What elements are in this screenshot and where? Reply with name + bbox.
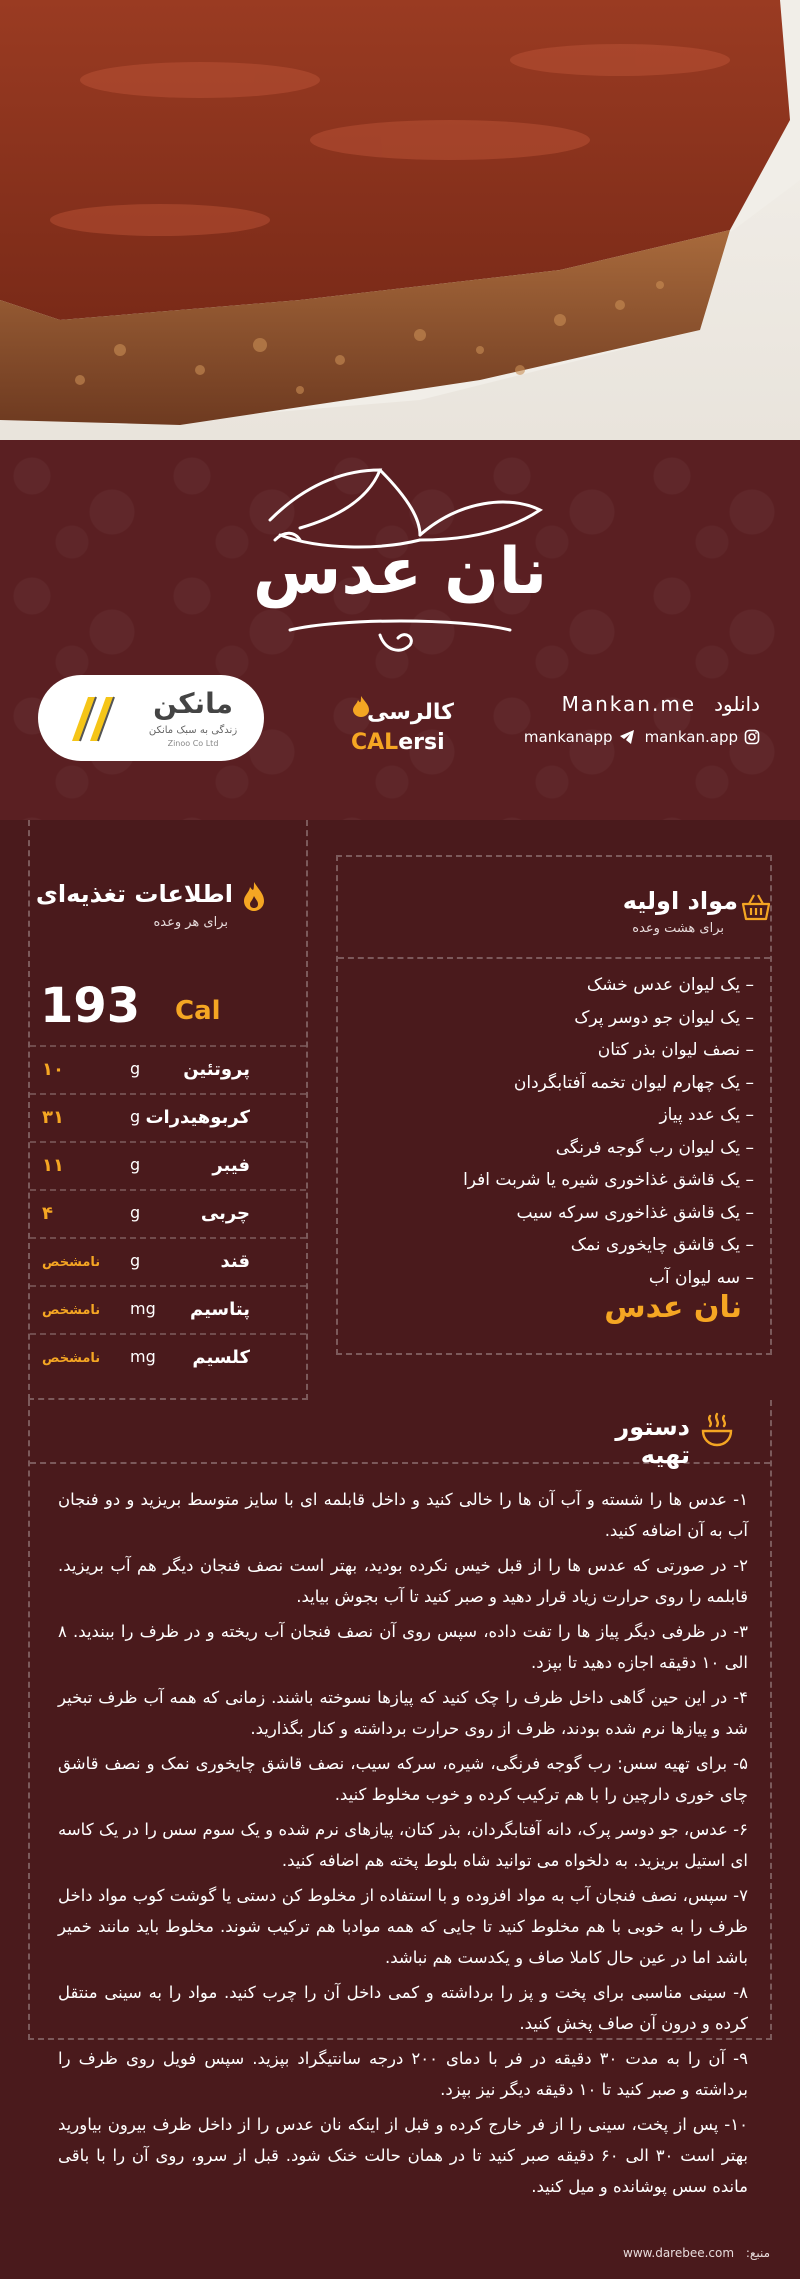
social-links — [524, 728, 760, 746]
list-item: – یک چهارم لیوان تخمه آفتابگردان — [338, 1073, 754, 1106]
nutrient-value: ۱۰ — [42, 1059, 64, 1080]
nutrient-label: کربوهیدرات — [145, 1107, 250, 1128]
table-row — [30, 1093, 306, 1141]
calersi-persian: کالرسی — [367, 700, 454, 725]
nutrient-label: قند — [220, 1251, 250, 1272]
mankan-brand-card[interactable] — [38, 675, 264, 761]
nutrient-unit: mg — [130, 1299, 156, 1318]
nutrient-value: ۳۱ — [42, 1107, 64, 1128]
nutrient-label: فیبر — [212, 1155, 250, 1176]
step-text: ۲- در صورتی که عدس ها را از قبل خیس نکرده بودید، بهتر است نصف فنجان دیگر هم آب بریزید. قابلمه را روی حرارت زیاد قرار دهید و صبر کنید تا آب بجوش بیاید. — [58, 1556, 748, 1606]
step-text: ۶- عدس، جو دوسر پرک، دانه آفتابگردان، بذر کتان، پیازهای نرم شده و یک سوم سس را در یک کاسه ای استیل بریزید. به دلخواه می توانید شاه بلوط پخته هم اضافه کنید. — [58, 1820, 748, 1870]
instagram-handle: mankan.app — [644, 728, 738, 746]
page-title: نان عدس — [253, 535, 547, 609]
nutrient-unit: mg — [130, 1347, 156, 1366]
nutrient-unit: g — [130, 1203, 141, 1222]
nutrient-label: چربی — [200, 1203, 250, 1224]
nutrient-value: نامشخص — [42, 1303, 101, 1318]
step-text: ۷- سپس، نصف فنجان آب به مواد افزوده و با استفاده از مخلوط کن دستی یا گوشت کوب مواد داخل ظرف را به خوبی با هم مخلوط کنید تا جایی که همه موادبا هم ترکیب شوند. مخلوط باید مانند خمیر باشد اما در عین حال کاملا صاف و یکدست هم نباشد. — [58, 1886, 748, 1967]
step-text: ۹- آن را به مدت ۳۰ دقیقه در فر با دمای ۲۰۰ درجه سانتیگراد بپزید. سپس فویل روی ظرف را برداشته و صبر کنید تا ۱۰ دقیقه دیگر نیز بپزد. — [58, 2049, 748, 2099]
nutrient-value: ۴ — [42, 1203, 53, 1224]
step-text: ۸- سینی مناسبی برای پخت و پز را برداشته و کمی داخل آن را چرب کنید. مواد را به سینی منتقل کرده و درون آن صاف پخش کنید. — [58, 1983, 748, 2033]
nutrient-label: پروتئین — [183, 1059, 250, 1080]
table-row — [30, 1141, 306, 1189]
table-row — [30, 1189, 306, 1237]
nutrient-label: کلسیم — [192, 1347, 250, 1368]
step-text: ۵- برای تهیه سس: رب گوجه فرنگی، شیره، سرکه سیب، نصف قاشق چایخوری نمک و نصف قاشق چای خوری دارچین را با هم ترکیب کرده و خوب مخلوط کنید. — [58, 1754, 748, 1804]
recipe-name: نان عدس — [604, 1290, 742, 1325]
table-row — [30, 1285, 306, 1333]
source-credit — [550, 2246, 770, 2260]
source-url[interactable]: www.darebee.com — [623, 2246, 735, 2260]
step-text: ۳- در ظرفی دیگر پیاز ها را تفت داده، سپس روی آن نصف فنجان آب ریخته و در ظرف را ببندید. ۸ الی ۱۰ دقیقه اجازه دهید تا بپزد. — [58, 1622, 748, 1672]
calersi-ersi: ersi — [398, 730, 445, 755]
list-item: – سه لیوان آب — [338, 1268, 754, 1301]
instagram-icon — [744, 729, 760, 745]
telegram-link[interactable] — [524, 728, 635, 746]
hero-photo — [0, 0, 800, 440]
step-text: ۱- عدس ها را شسته و آب آن ها را خالی کنید و داخل قابلمه ای با سایز متوسط بریزید و دو فنجان آب به آن اضافه کنید. — [58, 1490, 748, 1540]
method-title: دستور تهیه — [615, 1413, 690, 1469]
steaming-bowl-icon — [700, 1412, 734, 1448]
nutrient-value: ۱۱ — [42, 1155, 64, 1176]
download-label: دانلود — [714, 692, 760, 716]
basket-icon — [740, 891, 772, 923]
header-banner — [0, 440, 800, 820]
table-row — [30, 1237, 306, 1285]
mankan-logo-icon — [66, 691, 126, 747]
telegram-icon — [619, 729, 635, 745]
list-item: – یک عدد پیاز — [338, 1105, 754, 1138]
nutrient-label: پتاسیم — [189, 1299, 250, 1320]
nutrient-unit: g — [130, 1251, 141, 1270]
list-item: – یک قاشق غذاخوری سرکه سیب — [338, 1203, 754, 1236]
ingredients-list — [338, 975, 754, 1300]
nutrient-value: نامشخص — [42, 1255, 101, 1270]
lentil-loaf-image — [0, 0, 800, 440]
calersi-cal: CAL — [351, 730, 399, 755]
nutrient-unit: g — [130, 1155, 141, 1174]
calersi-logo[interactable] — [345, 680, 455, 760]
nutrient-unit: g — [130, 1107, 141, 1126]
ingredients-subtitle: برای هشت وعده — [632, 921, 724, 936]
download-site[interactable]: Mankan.me — [561, 692, 697, 716]
list-item: – یک لیوان رب گوجه فرنگی — [338, 1138, 754, 1171]
table-row — [30, 1045, 306, 1093]
nutrition-subtitle: برای هر وعده — [153, 915, 228, 930]
nutrient-unit: g — [130, 1059, 141, 1078]
brand-company: Zinoo Co Ltd — [167, 739, 219, 748]
ingredients-panel — [336, 855, 772, 1355]
telegram-handle: mankanapp — [523, 728, 613, 746]
brand-name: مانکن — [153, 687, 233, 720]
calories-value: 193 — [40, 978, 141, 1034]
method-divider — [30, 1462, 770, 1464]
download-line[interactable] — [562, 692, 760, 716]
brand-tagline: زندگی به سبک مانکن — [148, 725, 238, 736]
calories-unit: Cal — [175, 996, 221, 1026]
nutrient-value: نامشخص — [42, 1351, 101, 1366]
ingredients-title: مواد اولیه — [622, 887, 738, 915]
table-row — [30, 1333, 306, 1381]
list-item: – یک لیوان جو دوسر پرک — [338, 1008, 754, 1041]
list-item: – یک لیوان عدس خشک — [338, 975, 754, 1008]
instagram-link[interactable] — [645, 728, 760, 746]
method-steps — [58, 1484, 748, 2206]
step-text: ۱۰- پس از پخت، سینی را از فر خارج کرده و قبل از اینکه نان عدس را از داخل ظرف بیرون بیاورید بهتر است ۳۰ الی ۶۰ دقیقه صبر کنید تا در همان حالت خنک شود. قبل از سرو، روی آن را با باقی مانده سس پوشانده و میل کنید. — [58, 2115, 748, 2196]
list-item: – یک قاشق غذاخوری شیره یا شربت افرا — [338, 1170, 754, 1203]
calersi-latin — [351, 730, 445, 755]
flame-icon — [240, 880, 268, 912]
ingredients-divider — [338, 957, 770, 959]
source-label: منبع: — [745, 2246, 770, 2260]
list-item: – نصف لیوان بذر کتان — [338, 1040, 754, 1073]
list-item: – یک قاشق چایخوری نمک — [338, 1235, 754, 1268]
nutrition-title: اطلاعات تغذیه‌ای — [35, 880, 233, 908]
step-text: ۴- در این حین گاهی داخل ظرف را چک کنید که پیازها نسوخته باشند. زمانی که همه آب ظرف تبخیر شد و پیازها نرم شده بودند، ظرف از روی حرارت برداشته و کنار بگذارید. — [58, 1688, 748, 1738]
